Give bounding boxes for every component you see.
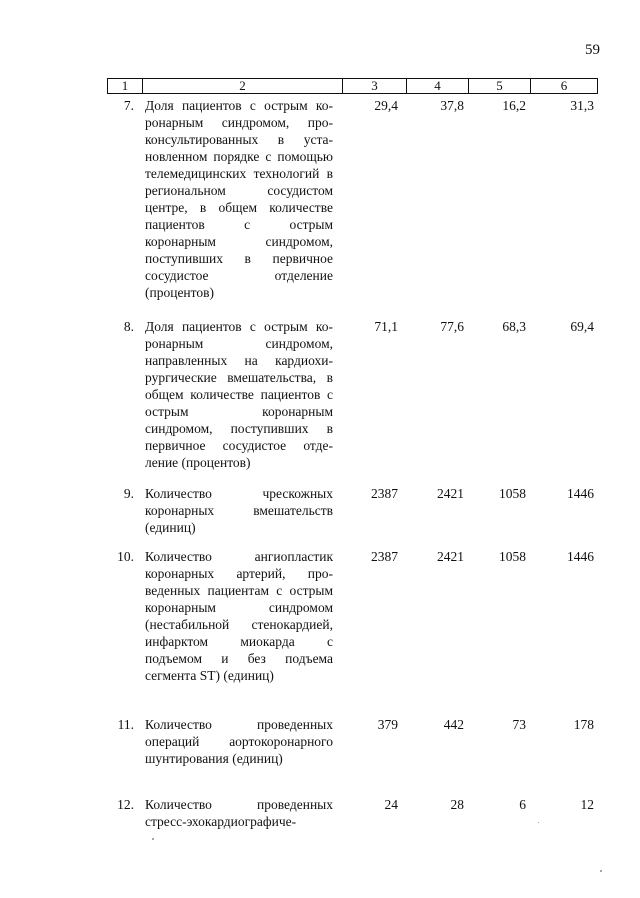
header-col-2: 2	[143, 79, 343, 94]
header-col-5: 5	[469, 79, 531, 94]
cell-col-4: 2421	[437, 549, 464, 564]
header-col-1: 1	[108, 79, 143, 94]
scan-speck	[600, 870, 602, 872]
header-col-4: 4	[407, 79, 469, 94]
row-number: 7.	[123, 98, 134, 113]
cell-col-3: 24	[384, 797, 398, 812]
cell-col-6: 1446	[567, 549, 594, 564]
cell-col-4: 37,8	[440, 98, 464, 113]
cell-col-4: 28	[450, 797, 464, 812]
row-description: Доля пациентов с острым коронарным синдромом, направленных на кардиохирургические вмешательства, в общем количестве пациентов с острым коронарным синдромом, поступивших в первичное сосудистое отделение (процентов)	[145, 319, 333, 470]
cell-col-5: 68,3	[502, 319, 526, 334]
cell-col-5: 73	[512, 717, 526, 732]
table-header	[107, 78, 598, 94]
cell-col-3: 2387	[371, 549, 398, 564]
cell-col-5: 16,2	[502, 98, 526, 113]
cell-col-4: 2421	[437, 486, 464, 501]
cell-col-3: 379	[377, 717, 398, 732]
row-description: Количество чрескожных коронарных вмешательств (единиц)	[145, 486, 333, 535]
scan-speck	[152, 838, 154, 840]
cell-col-3: 2387	[371, 486, 398, 501]
cell-col-4: 77,6	[440, 319, 464, 334]
cell-col-6: 12	[580, 797, 594, 812]
row-description: Доля пациентов с острым коронарным синдромом, проконсультированных в установленном порядке с помощью телемедицинских технологий в региональном сосудистом центре, в общем количестве пациентов с острым коронарным синдромом, поступивших в первичное сосудистое отделение (процентов)	[145, 98, 333, 300]
cell-col-5: 1058	[499, 486, 526, 501]
cell-col-6: 31,3	[570, 98, 594, 113]
row-number: 11.	[117, 717, 134, 732]
row-number: 8.	[123, 319, 134, 334]
row-description: Количество ангиопластик коронарных артерий, проведенных пациентам с острым коронарным синдромом (нестабильной стенокардией, инфарктом миокарда с подъемом и без подъема сегмента ST) (единиц)	[145, 549, 333, 683]
header-col-3: 3	[343, 79, 407, 94]
cell-col-6: 1446	[567, 486, 594, 501]
row-number: 12.	[117, 797, 134, 812]
cell-col-4: 442	[443, 717, 464, 732]
row-number: 10.	[117, 549, 134, 564]
cell-col-6: 178	[573, 717, 594, 732]
page-number: 59	[585, 42, 600, 58]
cell-col-6: 69,4	[570, 319, 594, 334]
cell-col-3: 29,4	[374, 98, 398, 113]
row-number: 9.	[123, 486, 134, 501]
row-description: Количество проведенных операций аортокоронарного шунтирования (единиц)	[145, 717, 333, 766]
header-col-6: 6	[531, 79, 598, 94]
cell-col-5: 1058	[499, 549, 526, 564]
row-description: Количество проведенных стресс-эхокардиографиче-	[145, 797, 333, 829]
cell-col-5: 6	[519, 797, 526, 812]
cell-col-3: 71,1	[374, 319, 398, 334]
scan-speck	[538, 822, 539, 823]
